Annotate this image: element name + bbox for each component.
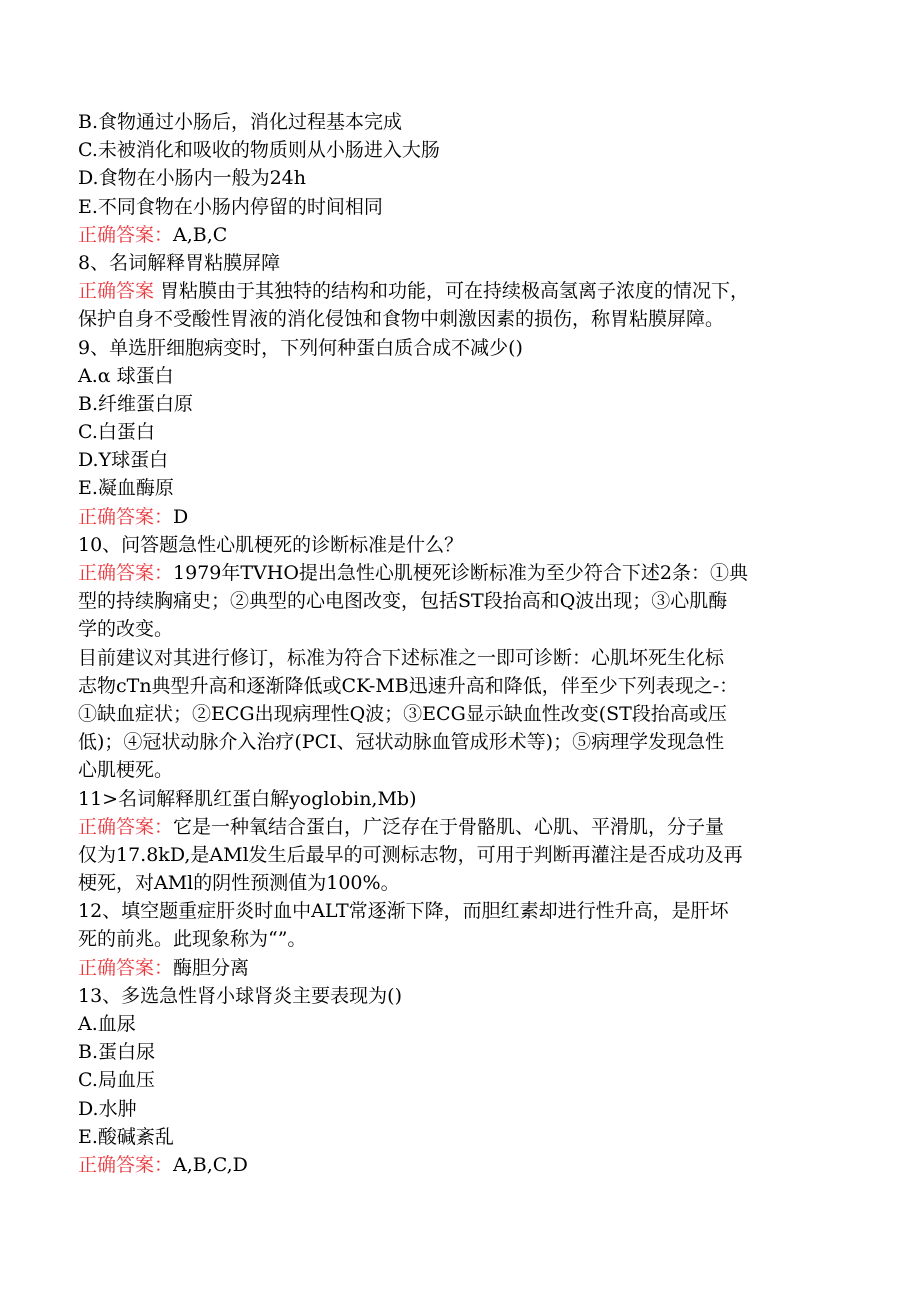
q10-extra-line-3: ①缺血症状；②ECG出现病理性Q波；③ECG显示缺血性改变(ST段抬高或压 xyxy=(78,702,727,725)
q13-option-e: E.酸碱紊乱 xyxy=(78,1125,174,1148)
q13-option-a: A.血尿 xyxy=(78,1013,136,1035)
q10-answer-line-3: 学的改变。 xyxy=(78,618,174,641)
q7-answer xyxy=(78,221,858,249)
q12-question-line-1: 12、填空题重症肝炎时血中ALT常逐渐下降，而胆红素却进行性升高，是肝坏 xyxy=(78,900,729,923)
q10-extra-line-1: 目前建议对其进行修订，标准为符合下述标准之一即可诊断：心肌坏死生化标 xyxy=(78,646,725,669)
q10-extra-line-2: 志物cTn典型升高和逐渐降低或CK-MB迅速升高和降低，伴至少下列表现之-： xyxy=(78,674,739,697)
q11-answer-line-1 xyxy=(78,813,858,841)
q12-question-line-2: 死的前兆。此现象称为“”。 xyxy=(78,928,307,951)
document-page xyxy=(78,108,858,1179)
q7-option-c: C.未被消化和吸收的物质则从小肠进入大肠 xyxy=(78,139,440,162)
q8-answer-line-2: 保护自身不受酸性胃液的消化侵蚀和食物中刺激因素的损伤，称胃粘膜屏障。 xyxy=(78,308,725,331)
answer-value: D xyxy=(173,505,189,528)
q11-answer-line-3: 梗死，对AMl的阴性预测值为100%。 xyxy=(78,872,400,895)
q9-option-d: D.Y球蛋白 xyxy=(78,449,169,472)
q8-question: 8、名词解释胃粘膜屏障 xyxy=(78,251,281,274)
q13-option-c: C.局血压 xyxy=(78,1069,155,1092)
q9-answer xyxy=(78,503,858,531)
q13-question: 13、多选急性肾小球肾炎主要表现为() xyxy=(78,984,403,1007)
q7-option-d: D.食物在小肠内一般为24h xyxy=(78,167,307,190)
q11-question: 11>名词解释肌红蛋白解yoglobin,Mb) xyxy=(78,787,417,810)
q9-question: 9、单选肝细胞病变时，下列何种蛋白质合成不减少() xyxy=(78,336,523,359)
q8-answer-line-1 xyxy=(78,277,858,305)
answer-label: 正确答案 xyxy=(78,280,155,303)
answer-label: 正确答案： xyxy=(78,223,174,246)
answer-label: 正确答案： xyxy=(78,562,174,584)
q13-answer xyxy=(78,1151,858,1179)
answer-value: A,B,C,D xyxy=(173,1153,248,1176)
answer-label: 正确答案： xyxy=(78,505,174,528)
q13-option-d: D.水肿 xyxy=(78,1097,137,1120)
q11-answer-line-2: 仅为17.8kD,是AMl发生后最早的可测标志物，可用于判断再灌注是否成功及再 xyxy=(78,843,743,866)
q7-option-e: E.不同食物在小肠内停留的时间相同 xyxy=(78,195,383,218)
answer-text: 胃粘膜由于其独特的结构和功能，可在持续极高氢离子浓度的情况下， xyxy=(154,280,750,303)
q10-question: 10、问答题急性心肌梗死的诊断标准是什么？ xyxy=(78,533,464,556)
q9-option-a: A.α 球蛋白 xyxy=(78,364,174,387)
q10-extra-line-5: 心肌梗死。 xyxy=(78,759,174,782)
q9-option-e: E.凝血酶原 xyxy=(78,477,174,500)
answer-label: 正确答案： xyxy=(78,815,174,838)
answer-text: 1979年TVHO提出急性心肌梗死诊断标准为至少符合下述2条：①典 xyxy=(173,562,748,584)
q9-option-b: B.纤维蛋白原 xyxy=(78,392,194,415)
q12-answer xyxy=(78,954,858,982)
q10-answer-line-1 xyxy=(78,559,858,587)
q10-answer-line-2: 型的持续胸痛史；②典型的心电图改变，包括ST段抬高和Q波出现；③心肌酶 xyxy=(78,590,728,613)
q13-option-b: B.蛋白尿 xyxy=(78,1041,156,1064)
answer-label: 正确答案： xyxy=(78,956,174,979)
q10-extra-line-4: 低)；④冠状动脉介入治疗(PCI、冠状动脉血管成形术等)；⑤病理学发现急性 xyxy=(78,731,725,754)
answer-value: 酶胆分离 xyxy=(173,956,250,979)
answer-text: 它是一种氧结合蛋白，广泛存在于骨骼肌、心肌、平滑肌，分子量 xyxy=(173,815,725,838)
answer-value: A,B,C xyxy=(173,223,228,246)
q7-option-b: B.食物通过小肠后，消化过程基本完成 xyxy=(78,111,403,133)
answer-label: 正确答案： xyxy=(78,1153,174,1176)
q9-option-c: C.白蛋白 xyxy=(78,421,155,444)
